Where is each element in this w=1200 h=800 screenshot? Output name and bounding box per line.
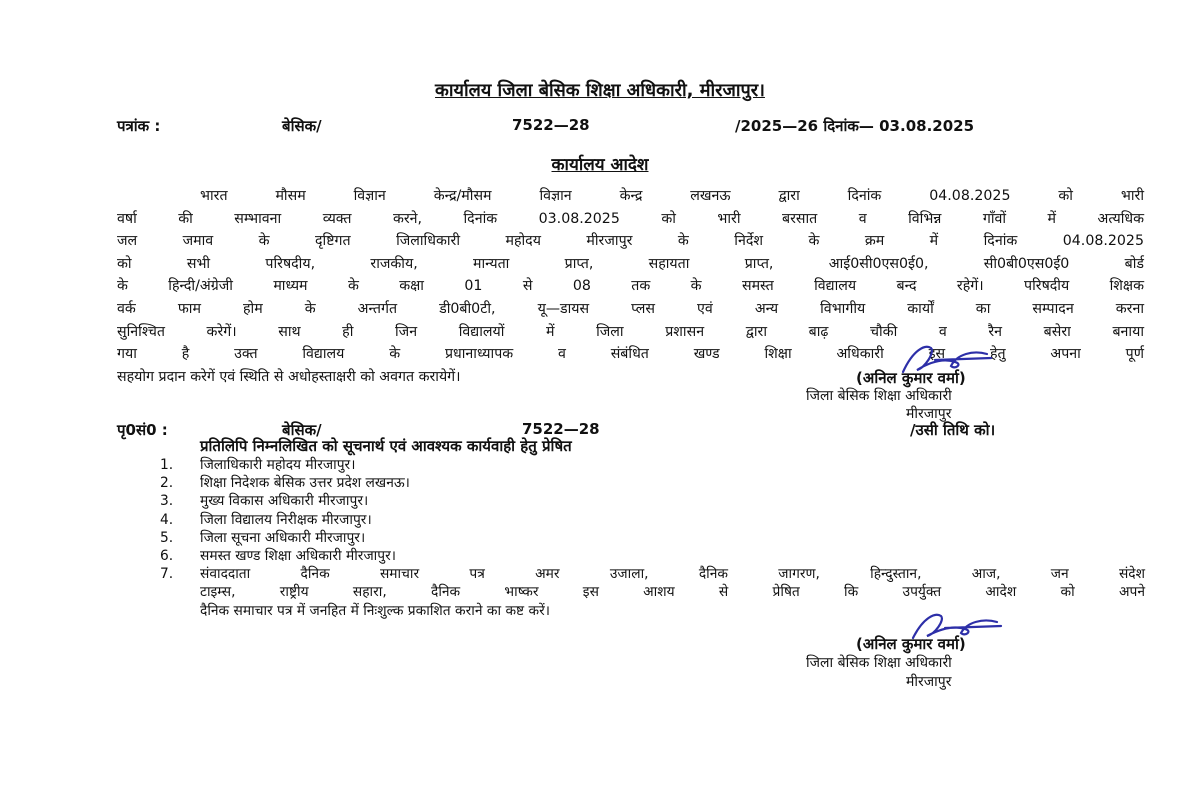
order-body-line: वर्क फाम होम के अन्तर्गत डी0बी0टी, यू—डायस प्लस एवं अन्य विभागीय कार्यों का सम्पादन करना xyxy=(117,300,1144,317)
ref-year-date: /2025—26 दिनांक— 03.08.2025 xyxy=(735,117,975,135)
order-body-line: भारत मौसम विज्ञान केन्द्र/मौसम विज्ञान केन्द्र लखनऊ द्वारा दिनांक 04.08.2025 को भारी xyxy=(200,188,1144,204)
list-item-text: टाइम्स, राष्ट्रीय सहारा, दैनिक भाष्कर इस आशय से प्रेषित कि उपर्युक्त आदेश को अपने xyxy=(200,584,1145,601)
list-item-text: शिक्षा निदेशक बेसिक उत्तर प्रदेश लखनऊ। xyxy=(200,475,410,492)
list-item-text: जिला विद्यालय निरीक्षक मीरजापुर। xyxy=(200,511,372,528)
signatory-designation: जिला बेसिक शिक्षा अधिकारी xyxy=(806,655,952,671)
list-item-number: 7. xyxy=(160,566,174,583)
signatory-name: (अनिल कुमार वर्मा) xyxy=(856,369,966,387)
list-item xyxy=(160,547,1145,565)
order-body-line: गया है उक्त विद्यालय के प्रधानाध्यापक व संबंधित खण्ड शिक्षा अधिकारी इस हेतु अपना पूर्ण xyxy=(117,346,1144,363)
list-item-text: समस्त खण्ड शिक्षा अधिकारी मीरजापुर। xyxy=(200,548,396,565)
recipient-list xyxy=(160,456,1145,620)
order-body-line: के हिन्दी/अंग्रेजी माध्यम के कक्षा 01 से 08 तक के समस्त विद्यालय बन्द रहेगें। परिषदीय शिक्षक xyxy=(117,278,1144,295)
list-item-number: 6. xyxy=(160,548,174,565)
list-item-number: 3. xyxy=(160,493,174,510)
list-item-number: 4. xyxy=(160,511,174,528)
endorsement-dept: बेसिक/ xyxy=(282,421,322,439)
ref-dept: बेसिक/ xyxy=(282,117,322,135)
copy-to-intro: प्रतिलिपि निम्नलिखित को सूचनार्थ एवं आवश्यक कार्यवाही हेतु प्रेषित xyxy=(200,437,572,455)
list-item xyxy=(160,529,1145,547)
office-title: कार्यालय जिला बेसिक शिक्षा अधिकारी, मीरजापुर। xyxy=(435,80,765,101)
list-item-text: मुख्य विकास अधिकारी मीरजापुर। xyxy=(200,493,369,510)
list-item xyxy=(160,492,1145,510)
list-item xyxy=(160,456,1145,474)
list-item-text: जिला सूचना अधिकारी मीरजापुर। xyxy=(200,529,366,546)
ref-label: पत्रांक : xyxy=(117,117,161,135)
list-item-number: 1. xyxy=(160,457,174,473)
order-body-line: वर्षा की सम्भावना व्यक्त करने, दिनांक 03.08.2025 को भारी बरसात व विभिन्न गाँवों में अत्यधिक xyxy=(117,210,1144,227)
order-body-line: को सभी परिषदीय, राजकीय, मान्यता प्राप्त, सहायता प्राप्त, आई0सी0एस0ई0, सी0बी0एस0ई0 बोर्ड xyxy=(117,255,1144,272)
order-body-line: सुनिश्चित करेगें। साथ ही जिन विद्यालयों में जिला प्रशासन द्वारा बाढ़ चौकी व रैन बसेरा बनाया xyxy=(117,323,1144,340)
list-item xyxy=(160,511,1145,529)
order-heading: कार्यालय आदेश xyxy=(551,155,649,175)
order-body-line: जल जमाव के दृष्टिगत जिलाधिकारी महोदय मीरजापुर के निर्देश के क्रम में दिनांक 04.08.2025 xyxy=(117,233,1144,250)
signatory-place: मीरजापुर xyxy=(906,406,952,422)
order-body-line: सहयोग प्रदान करेगें एवं स्थिति से अधोहस्ताक्षरी को अवगत करायेगें। xyxy=(117,368,461,385)
signatory-name: (अनिल कुमार वर्मा) xyxy=(856,635,966,653)
signatory-designation: जिला बेसिक शिक्षा अधिकारी xyxy=(806,388,952,404)
list-item-text: दैनिक समाचार पत्र में जनहित में निःशुल्क प्रकाशित कराने का कष्ट करें। xyxy=(200,602,550,619)
endorsement-number: 7522—28 xyxy=(522,420,600,438)
signatory-place: मीरजापुर xyxy=(906,674,952,690)
list-item-text: संवाददाता दैनिक समाचार पत्र अमर उजाला, दैनिक जागरण, हिन्दुस्तान, आज, जन संदेश xyxy=(200,566,1145,583)
list-item-number: 2. xyxy=(160,475,174,492)
list-item-number: 5. xyxy=(160,529,174,546)
endorsement-label: पृ0सं0 : xyxy=(117,421,168,439)
endorsement-date: /उसी तिथि को। xyxy=(910,421,996,439)
ref-number: 7522—28 xyxy=(512,116,590,134)
list-item-text: जिलाधिकारी महोदय मीरजापुर। xyxy=(200,457,356,473)
list-item xyxy=(160,474,1145,492)
